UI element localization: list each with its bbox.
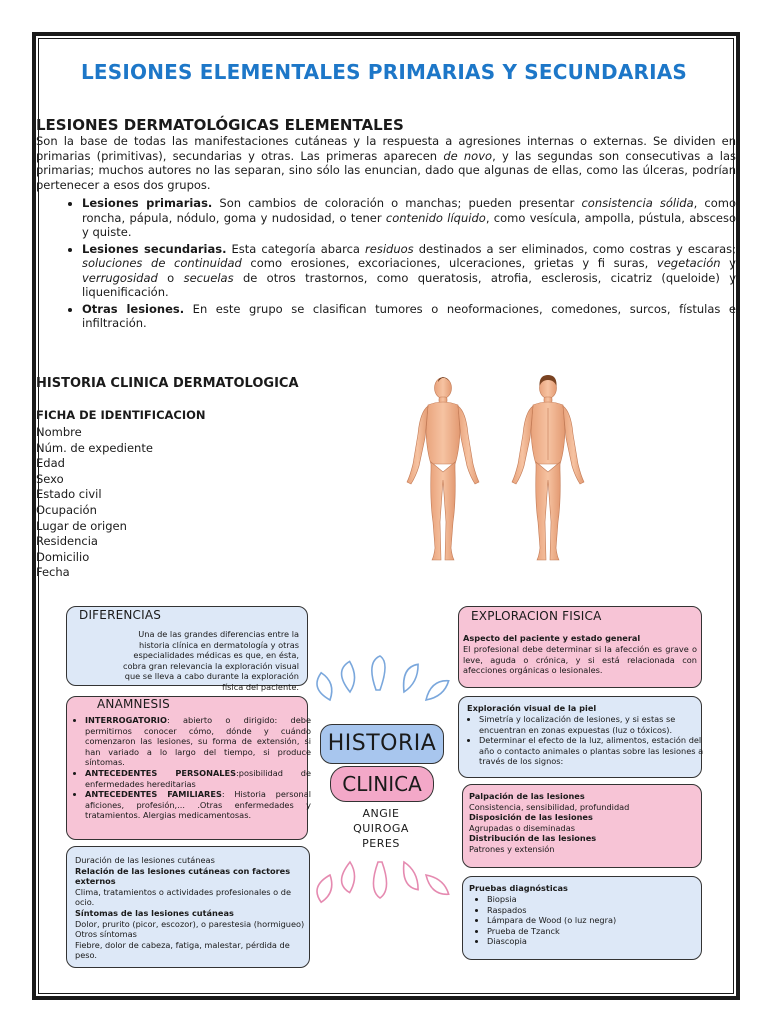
secundarias-em: residuos — [365, 241, 414, 256]
secundarias-text: destinados a ser eliminados, como costras y escaras; — [413, 241, 737, 256]
pruebas-list — [475, 894, 707, 947]
palpacion-box — [462, 784, 702, 868]
anamnesis-item — [85, 715, 311, 768]
diferencias-title: DIFERENCIAS — [79, 608, 162, 622]
secundarias-em: secuelas — [183, 270, 234, 285]
primarias-text: , como roncha, pápula, nódulo, goma y nudosidad, o tener — [82, 196, 736, 225]
lesiones-list — [36, 196, 736, 331]
historia-heading: HISTORIA CLINICA DERMATOLOGICA — [36, 376, 299, 391]
secundarias-text: Esta categoría abarca — [226, 241, 366, 256]
primarias-label: Lesiones primarias. — [82, 196, 213, 210]
secundarias-text: y — [720, 256, 736, 270]
exploracion-box — [458, 606, 702, 688]
lesiones-intro — [36, 134, 736, 192]
clinica-label: CLINICA — [330, 766, 434, 802]
anamnesis-item-label: ANTECEDENTES FAMILIARES — [85, 789, 222, 800]
pruebas-item: • Prueba de Tzanck — [487, 926, 707, 937]
anamnesis-list — [73, 715, 311, 821]
distribucion-title: Distribución de las lesiones — [469, 833, 597, 844]
author-surname-1: QUIROGA — [353, 822, 409, 835]
anamnesis-item-label: INTERROGATORIO — [85, 715, 167, 725]
sintomas-line: Dolor, prurito (picor, escozor), o parestesia (hormigueo) — [75, 918, 305, 929]
exploracion-visual-item: • Simetría y localización de lesiones, y si estas se encuentran en zonas expuestas (luz o tóxicos). — [479, 714, 707, 735]
ficha-item: Edad — [36, 456, 65, 471]
anamnesis-item-text: : abierto o dirigido: debe permitirnos conocer cómo, dónde y cuándo comenzaron las lesiones, su forma de extensión, si han variado a lo largo del tiempo, si produce síntomas. — [85, 715, 311, 768]
lesiones-section — [36, 116, 736, 333]
anamnesis-item-text: : Historia personal aficiones, profesión,... .Otras enfermedades y tratamientos. Alergias medicamentosas. — [85, 789, 311, 821]
author-first-name: ANGIE — [362, 807, 400, 820]
anamnesis-item — [85, 768, 311, 789]
exploracion-visual-title: Exploración visual de la piel — [467, 703, 597, 713]
exploracion-text: El profesional debe determinar si la afección es grave o leve, aguda o crónica, y si está relacionada con afecciones orgánicas o lesionales. — [463, 644, 697, 676]
lesiones-heading: LESIONES DERMATOLÓGICAS ELEMENTALES — [36, 116, 404, 134]
sintomas-line: Duración de las lesiones cutáneas — [75, 855, 215, 865]
anamnesis-box — [66, 696, 311, 840]
ficha-item: Lugar de origen — [36, 518, 127, 533]
primarias-text: Son cambios de coloración o manchas; pueden presentar — [212, 196, 582, 210]
list-item-secundarias — [82, 242, 736, 300]
ficha-item: Residencia — [36, 534, 98, 549]
ficha-item: Fecha — [36, 565, 70, 580]
pruebas-item: • Diascopia — [487, 936, 707, 947]
exploracion-title: EXPLORACION FISICA — [471, 609, 602, 623]
front-body-figure — [407, 377, 479, 560]
author-name — [330, 806, 432, 851]
secundarias-label: Lesiones secundarias. — [82, 241, 227, 256]
ficha-list — [36, 425, 153, 581]
palpacion-title: Palpación de las lesiones — [469, 791, 585, 801]
secundarias-em: vegetación — [656, 256, 721, 270]
secundarias-text: como erosiones, excoriaciones, ulceraciones, grietas y fi suras, — [241, 256, 657, 270]
exploracion-visual-box — [458, 696, 702, 778]
sintomas-content — [75, 855, 307, 961]
pruebas-item: • Lámpara de Wood (o luz negra) — [487, 915, 707, 926]
primarias-text: , como vesícula, ampolla, pústula, absceso y quiste. — [82, 210, 737, 239]
intro-emphasis: de novo — [443, 148, 493, 163]
palpacion-content — [469, 791, 629, 855]
secundarias-em: soluciones de continuidad — [82, 256, 242, 270]
pruebas-item: • Raspados — [487, 905, 707, 916]
pruebas-item: • Biopsia — [487, 894, 707, 905]
sintomas-line: Otros síntomas — [75, 929, 137, 940]
diferencias-text: Una de las grandes diferencias entre la historia clínica en dermatología y otras especialidades médicas es que, en ésta, cobra gran relevancia la exploración visual que se lleva a cabo durante la exploración física del paciente. — [123, 629, 299, 692]
anamnesis-item-label: ANTECEDENTES PERSONALES — [85, 767, 236, 778]
page-title: LESIONES ELEMENTALES PRIMARIAS Y SECUNDARIAS — [80, 60, 688, 84]
pink-petals — [312, 860, 450, 904]
ficha-item: Nombre — [36, 425, 82, 439]
pruebas-title: Pruebas diagnósticas — [469, 883, 568, 893]
ficha-item: Ocupación — [36, 502, 97, 517]
disposicion-title: Disposición de las lesiones — [469, 812, 593, 823]
ficha-item: Sexo — [36, 471, 64, 486]
otras-text: En este grupo se clasifican tumores o neoformaciones, comedones, surcos, fístulas e infiltración. — [82, 301, 737, 330]
decorative-petals — [300, 640, 460, 970]
back-body-figure — [512, 375, 584, 560]
intro-text-cont: , y las segundas son consecutivas a las primarias; muchos autores no las separan, sino sólo las enuncian, dado que algunas de ellas, como las úlceras, podrían pertenecer a esos dos grupos. — [36, 148, 736, 192]
exploracion-visual-list — [467, 714, 707, 767]
palpacion-value: Consistencia, sensibilidad, profundidad — [469, 801, 630, 812]
ficha-heading: FICHA DE IDENTIFICACION — [36, 408, 206, 422]
sintomas-line: Clima, tratamientos o actividades profesionales o de ocio. — [75, 886, 291, 908]
sintomas-line: Fiebre, dolor de cabeza, fatiga, malestar, pérdida de peso. — [75, 939, 290, 961]
anamnesis-title: ANAMNESIS — [97, 697, 170, 711]
anamnesis-item — [85, 789, 311, 821]
blue-petals — [312, 656, 450, 705]
primarias-em: contenido líquido — [385, 210, 486, 225]
sintomas-subtitle: Síntomas de las lesiones cutáneas — [75, 907, 234, 918]
exploracion-subtitle: Aspecto del paciente y estado general — [463, 633, 641, 643]
distribucion-value: Patrones y extensión — [469, 843, 555, 854]
sintomas-box — [66, 846, 310, 968]
anamnesis-item-text: :posibilidad de enfermedades hereditarias — [85, 767, 311, 789]
list-item-otras — [82, 302, 736, 331]
diferencias-box — [66, 606, 308, 692]
ficha-item: Núm. de expediente — [36, 440, 153, 455]
disposicion-value: Agrupadas o diseminadas — [469, 822, 575, 833]
list-item-primarias — [82, 196, 736, 240]
secundarias-em: verrugosidad — [82, 270, 158, 285]
secundarias-text: o — [157, 270, 184, 285]
exploracion-visual-item: • Determinar el efecto de la luz, alimentos, estación del año o contacto animales o plantas sobre las lesiones a través de los signos: — [479, 735, 707, 767]
ficha-item: Estado civil — [36, 487, 102, 502]
ficha-item: Domicilio — [36, 549, 90, 564]
pruebas-box — [462, 876, 702, 960]
historia-label: HISTORIA — [320, 724, 444, 764]
primarias-em: consistencia sólida — [581, 196, 694, 210]
secundarias-text: de otros trastornos, como queratosis, atrofia, esclerosis, cicatriz (queloide) y liquenificación. — [82, 270, 737, 299]
otras-label: Otras lesiones. — [82, 301, 185, 316]
intro-text: Son la base de todas las manifestaciones cutáneas y la respuesta a agresiones internas o externas. Se dividen en primarias (primitivas), secundarias y otras. Las primeras aparecen — [36, 134, 736, 163]
human-body-illustration — [398, 372, 608, 568]
sintomas-subtitle: Relación de las lesiones cutáneas con factores externos — [75, 865, 291, 887]
author-surname-2: PERES — [362, 837, 400, 850]
